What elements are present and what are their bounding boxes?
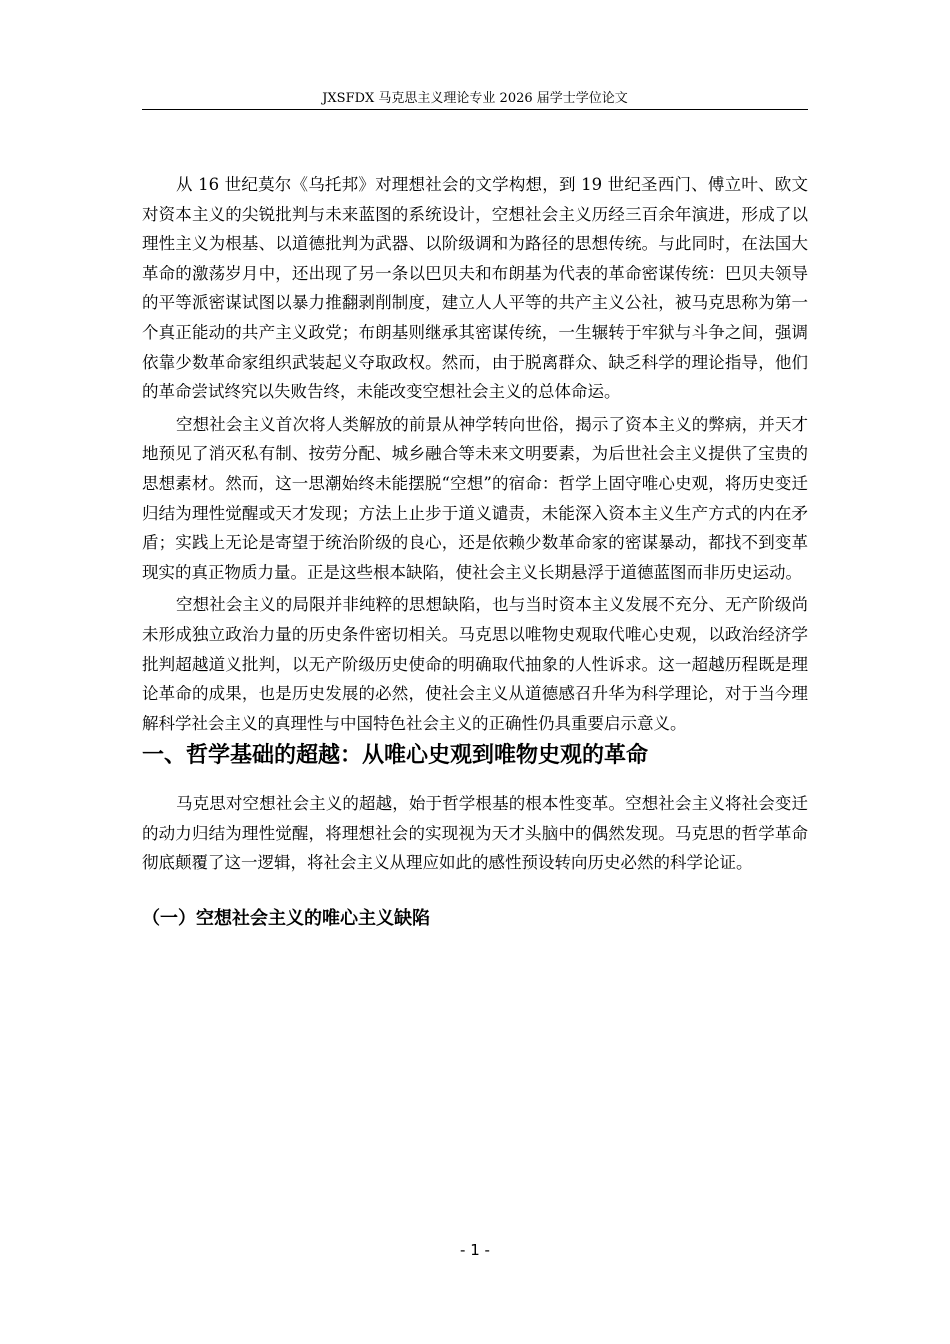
body-text: [142, 170, 808, 934]
page-number: - 1 -: [460, 1241, 490, 1259]
paragraph-intro-3: 空想社会主义的局限并非纯粹的思想缺陷，也与当时资本主义发展不充分、无产阶级尚未形成独立政治力量的历史条件密切相关。马克思以唯物史观取代唯心史观，以政治经济学批判超越道义批判，以无产阶级历史使命的明确取代抽象的人性诉求。这一超越历程既是理论革命的成果，也是历史发展的必然，使社会主义从道德感召升华为科学理论，对于当今理解科学社会主义的真理性与中国特色社会主义的正确性仍具重要启示意义。: [142, 595, 808, 733]
section-paragraph: 马克思对空想社会主义的超越，始于哲学根基的根本性变革。空想社会主义将社会变迁的动力归结为理性觉醒，将理想社会的实现视为天才头脑中的偶然发现。马克思的哲学革命彻底颠覆了这一逻辑，将社会主义从理应如此的感性预设转向历史必然的科学论证。: [142, 794, 808, 873]
running-header: JXSFDX 马克思主义理论专业 2026 届学士学位论文: [322, 91, 628, 106]
paragraph-intro-2: 空想社会主义首次将人类解放的前景从神学转向世俗，揭示了资本主义的弊病，并天才地预见了消灭私有制、按劳分配、城乡融合等未来文明要素，为后世社会主义提供了宝贵的思想素材。然而，这一思潮始终未能摆脱“空想”的宿命：哲学上固守唯心史观，将历史变迁归结为理性觉醒或天才发现；方法上止步于道义谴责，未能深入资本主义生产方式的内在矛盾；实践上无论是寄望于统治阶级的良心，还是依赖少数革命家的密谋暴动，都找不到变革现实的真正物质力量。正是这些根本缺陷，使社会主义长期悬浮于道德蓝图而非历史运动。: [142, 414, 808, 582]
subsection-heading: （一）空想社会主义的唯心主义缺陷: [142, 908, 430, 930]
paragraph-intro-1: 从 16 世纪莫尔《乌托邦》对理想社会的文学构想，到 19 世纪圣西门、傅立叶、欧文对资本主义的尖锐批判与未来蓝图的系统设计，空想社会主义历经三百余年演进，形成了以理性主义为根基、以道德批判为武器、以阶级调和为路径的思想传统。与此同时，在法国大革命的激荡岁月中，还出现了另一条以巴贝夫和布朗基为代表的革命密谋传统：巴贝夫领导的平等派密谋试图以暴力推翻剥削制度，建立人人平等的共产主义公社，被马克思称为第一个真正能动的共产主义政党；布朗基则继承其密谋传统，一生辗转于牢狱与斗争之间，强调依靠少数革命家组织武装起义夺取政权。然而，由于脱离群众、缺乏科学的理论指导，他们的革命尝试终究以失败告终，未能改变空想社会主义的总体命运。: [142, 175, 808, 402]
header-rule: [142, 109, 808, 110]
section-heading: 一、哲学基础的超越：从唯心史观到唯物史观的革命: [142, 743, 649, 769]
